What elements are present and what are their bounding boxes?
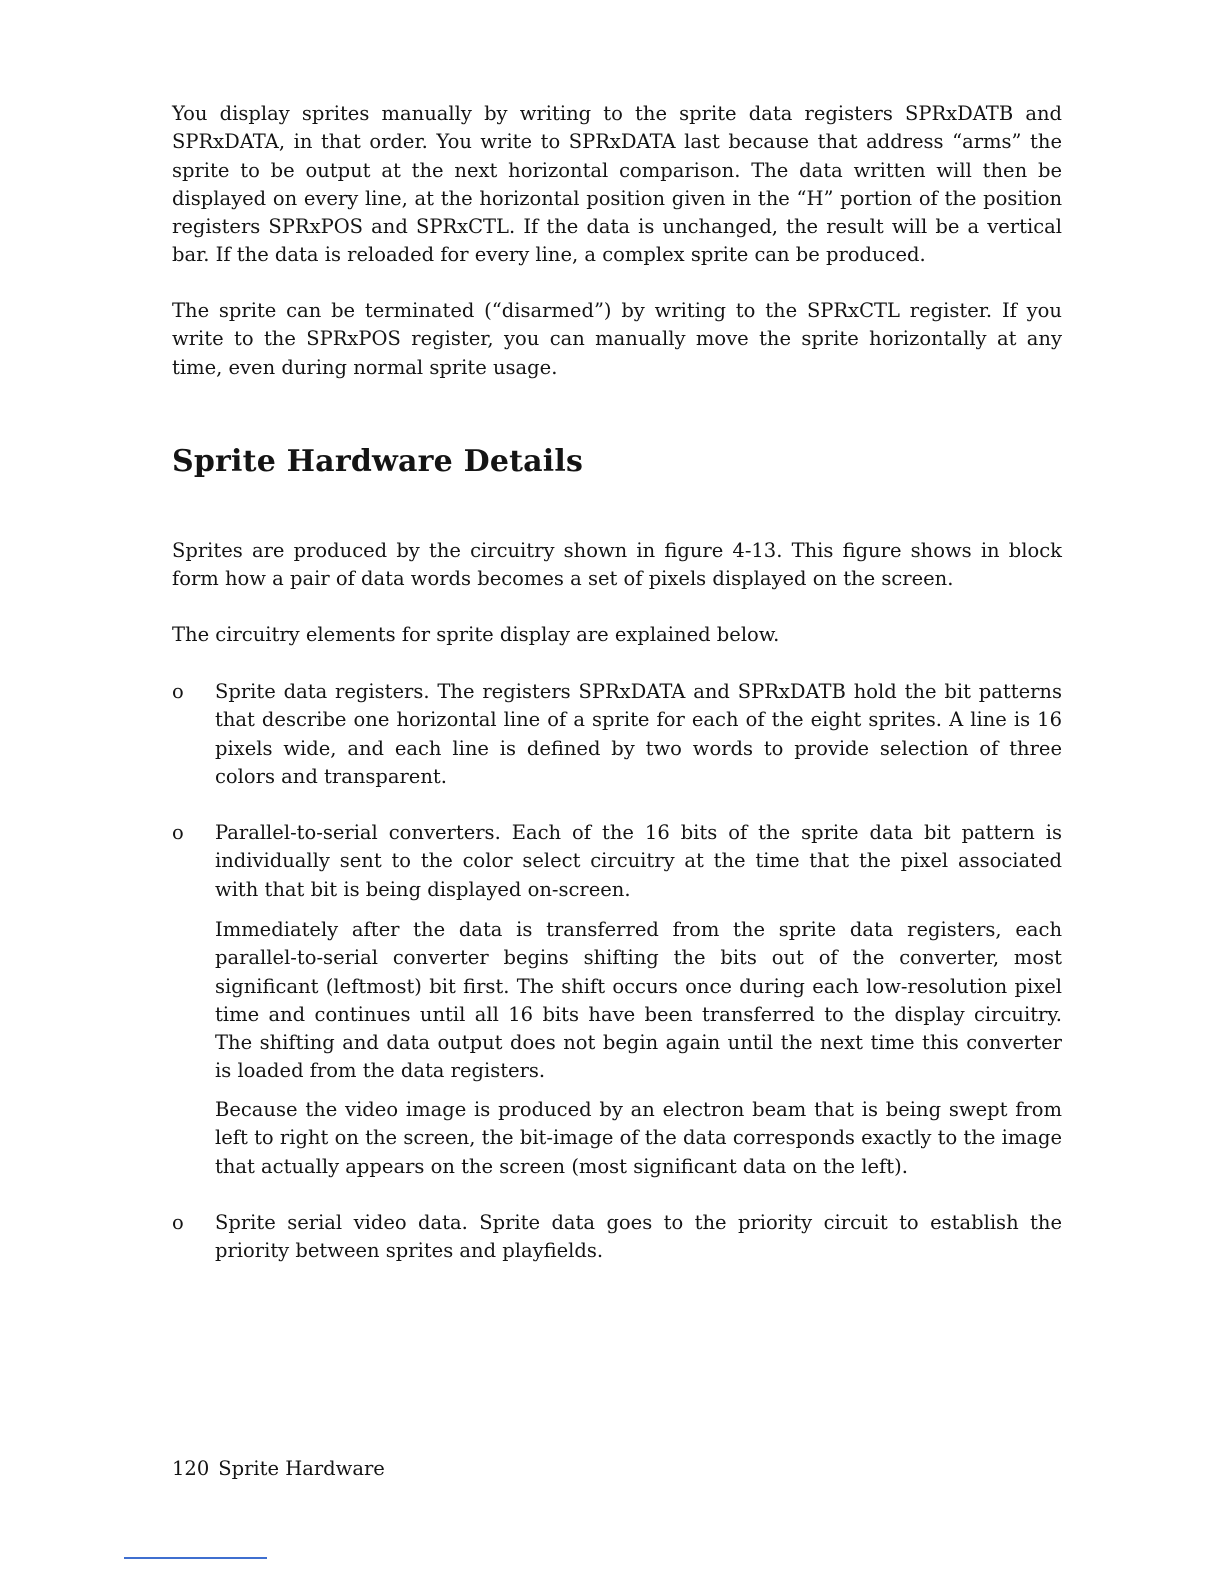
sub-paragraph-electron-beam: Because the video image is produced by an electron beam that is being swept from left to right on the screen, the bit-image of the data corresponds exactly to the image that actually appears on the screen (most significant data on the left). xyxy=(215,1098,1062,1178)
page-footer xyxy=(172,1455,385,1483)
bullet-marker: o xyxy=(172,821,184,844)
sub-paragraph-shifting: Immediately after the data is transferred from the sprite data registers, each parallel-to-serial converter begins shifting the bits out of the converter, most significant (leftmost) bit first. The shift occurs once during each low-resolution pixel time and continues until all 16 bits have been transferred to the display circuitry. The shifting and data output does not begin again until the next time this converter is loaded from the data registers. xyxy=(215,918,1062,1083)
bullet-marker: o xyxy=(172,680,184,703)
page-number: 120 xyxy=(172,1457,210,1480)
bullet-item-data-registers: Sprite data registers. The registers SPRxDATA and SPRxDATB hold the bit patterns that describe one horizontal line of a sprite for each of the eight sprites. A line is 16 pixels wide, and each line is defined by two words to provide selection of three colors and transparent. xyxy=(215,680,1062,788)
paragraph-disarm: The sprite can be terminated (“disarmed”) by writing to the SPRxCTL register. If you write to the SPRxPOS register, you can manually move the sprite horizontally at any time, even during normal sprite usage. xyxy=(172,299,1062,379)
bullet-item-converters: Parallel-to-serial converters. Each of the 16 bits of the sprite data bit pattern is individually sent to the color select circuitry at the time that the pixel associated with that bit is being displayed on-screen. xyxy=(215,821,1062,901)
bullet-item-serial-video: Sprite serial video data. Sprite data goes to the priority circuit to establish the priority between sprites and playfields. xyxy=(215,1211,1062,1263)
scan-artifact-line xyxy=(124,1557,267,1559)
paragraph-figure-intro: Sprites are produced by the circuitry shown in figure 4-13. This figure shows in block form how a pair of data words becomes a set of pixels displayed on the screen. xyxy=(172,539,1062,591)
section-heading: Sprite Hardware Details xyxy=(172,444,584,479)
bullet-marker: o xyxy=(172,1211,184,1234)
paragraph-elements-intro: The circuitry elements for sprite display are explained below. xyxy=(172,623,780,646)
footer-section-title: Sprite Hardware xyxy=(218,1457,385,1480)
paragraph-manual-display: You display sprites manually by writing to the sprite data registers SPRxDATB and SPRxDATA, in that order. You write to SPRxDATA last because that address “arms” the sprite to be output at the next horizontal comparison. The data written will then be displayed on every line, at the horizontal position given in the “H” portion of the position registers SPRxPOS and SPRxCTL. If the data is unchanged, the result will be a vertical bar. If the data is reloaded for every line, a complex sprite can be produced. xyxy=(172,102,1062,267)
